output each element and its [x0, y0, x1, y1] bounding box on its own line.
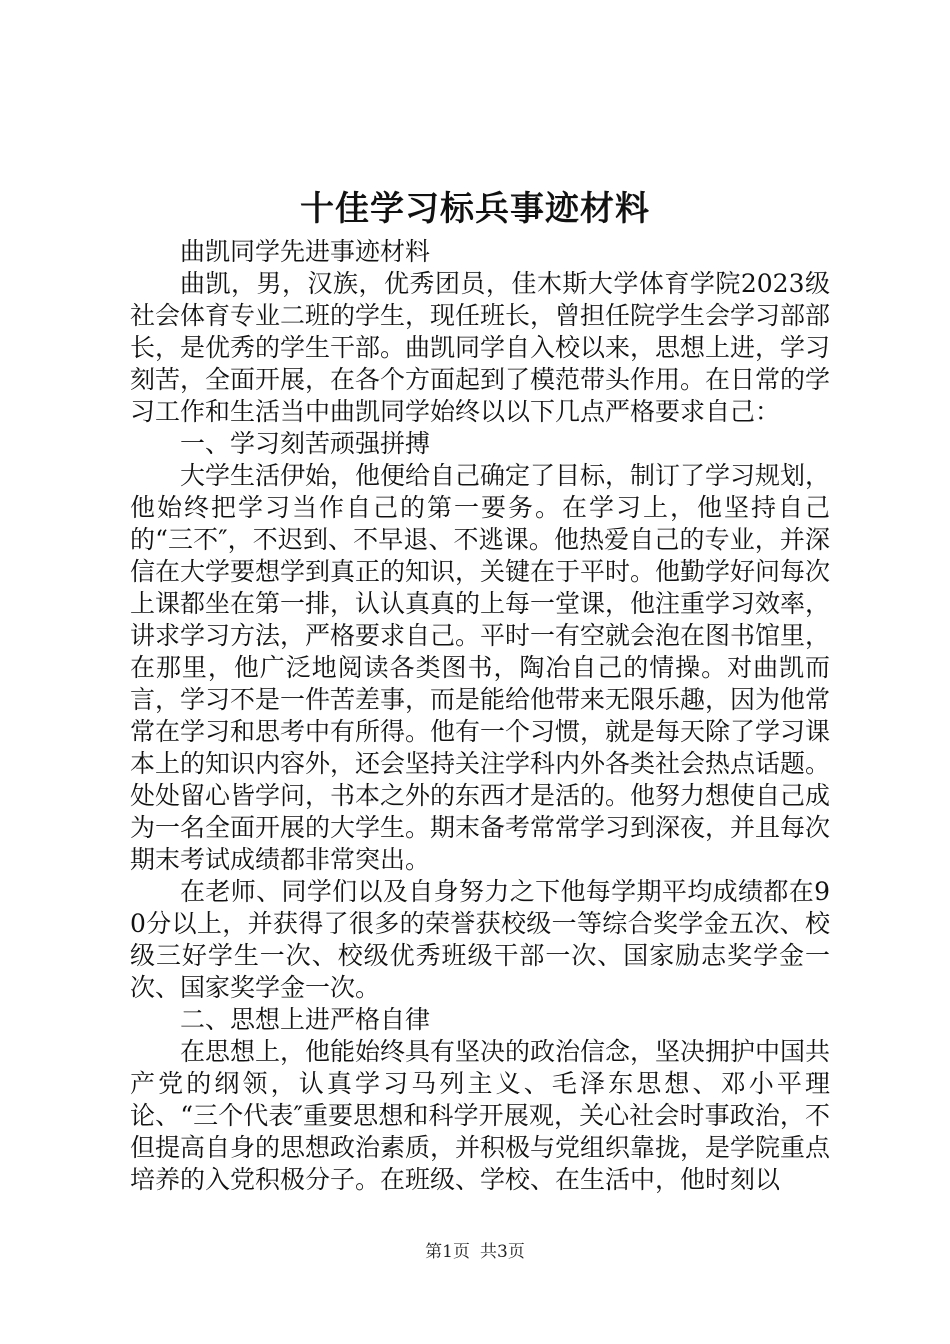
page-number: 第1页: [425, 1242, 470, 1262]
section-heading-ideology: 二、思想上进严格自律: [180, 1005, 431, 1034]
intro-paragraph: 曲凯，男，汉族，优秀团员，佳木斯大学体育学院2023级社会体育专业二班的学生，现任班长，曾担任院学生会学习部部长，是优秀的学生干部。曲凯同学自入校以来，思想上进，学习刻苦，全面开展，在各个方面起到了模范带头作用。在日常的学习工作和生活当中曲凯同学始终以以下几点严格要求自己：: [130, 269, 831, 426]
subtitle-paragraph: 曲凯同学先进事迹材料: [180, 237, 431, 266]
ideology-paragraph: 在思想上，他能始终具有坚决的政治信念，坚决拥护中国共产党的纲领，认真学习马列主义、毛泽东思想、邓小平理论、“三个代表″重要思想和科学开展观，关心社会时事政治，不但提高自身的思想政治素质，并积极与党组织靠拢，是学院重点培养的入党积极分子。在班级、学校、在生活中，他时刻以: [130, 1037, 831, 1194]
page-footer: [0, 1241, 950, 1263]
study-paragraph: 大学生活伊始，他便给自己确定了目标，制订了学习规划，他始终把学习当作自己的第一要务。在学习上，他坚持自己的“三不″，不迟到、不早退、不逃课。他热爱自己的专业，并深信在大学要想学到真正的知识，关键在于平时。他勤学好问每次上课都坐在第一排，认认真真的上每一堂课，他注重学习效率，讲求学习方法，严格要求自己。平时一有空就会泡在图书馆里，在那里，他广泛地阅读各类图书，陶冶自己的情操。对曲凯而言，学习不是一件苦差事，而是能给他带来无限乐趣，因为他常常在学习和思考中有所得。他有一个习惯，就是每天除了学习课本上的知识内容外，还会坚持关注学科内外各类社会热点话题。处处留心皆学问，书本之外的东西才是活的。他努力想使自己成为一名全面开展的大学生。期末备考常常学习到深夜，并且每次期末考试成绩都非常突出。: [130, 461, 831, 874]
document-body: [130, 236, 830, 1196]
section-heading-study: 一、学习刻苦顽强拼搏: [180, 429, 431, 458]
honors-paragraph: 在老师、同学们以及自身努力之下他每学期平均成绩都在90分以上，并获得了很多的荣誉获校级一等综合奖学金五次、校级三好学生一次、校级优秀班级干部一次、国家励志奖学金一次、国家奖学金一次。: [130, 877, 830, 1002]
document-title: 十佳学习标兵事迹材料: [300, 189, 650, 229]
page-total: 共3页: [480, 1242, 525, 1262]
